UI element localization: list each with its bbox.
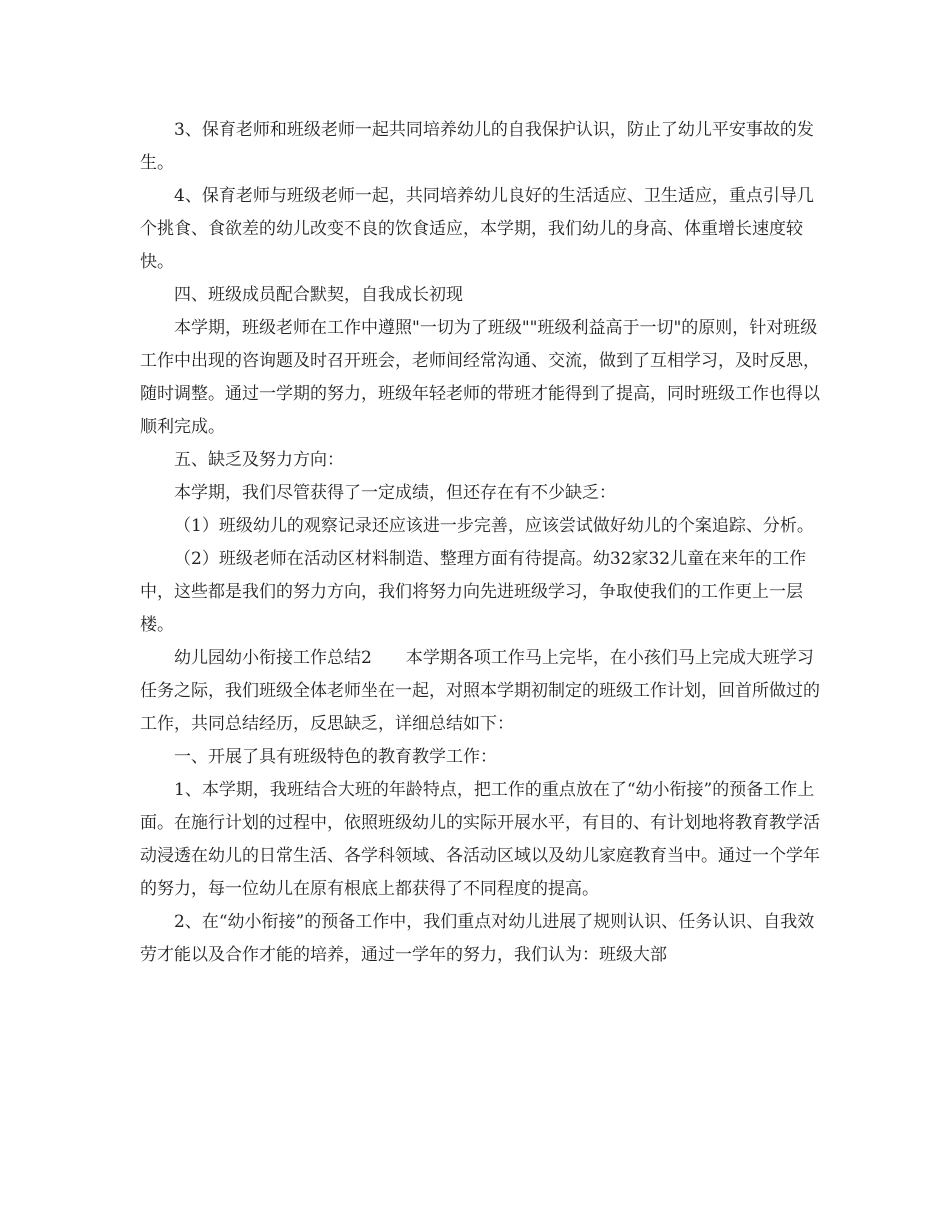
paragraph-shortcoming-2: （2）班级老师在活动区材料制造、整理方面有待提高。幼32家32儿童在来年的工作中，这些都是我们的努力方向，我们将努力向先进班级学习，争取使我们的工作更上一层楼。 xyxy=(140,549,807,635)
section-heading-five: 五、缺乏及努力方向： xyxy=(174,450,344,470)
paragraph-shortcoming-1: （1）班级幼儿的观察记录还应该进一步完善，应该尝试做好幼儿的个案追踪、分析。 xyxy=(174,516,814,536)
paragraph-item-1: 1、本学期，我班结合大班的年龄特点，把工作的重点放在了“幼小衔接”的预备工作上面。在施行计划的过程中，依照班级幼儿的实际开展水平，有目的、有计划地将教育教学活动浸透在幼儿的日常生活、各学科领域、各活动区域以及幼儿家庭教育当中。通过一个学年的努力，每一位幼儿在原有根底上都获得了不同程度的提高。 xyxy=(140,780,820,899)
document-body xyxy=(140,114,830,972)
paragraph-section-five-intro: 本学期，我们尽管获得了一定成绩，但还存在有不少缺乏： xyxy=(174,483,616,503)
paragraph-item-3: 3、保育老师和班级老师一起共同培养幼儿的自我保护认识，防止了幼儿平安事故的发生。 xyxy=(140,120,814,173)
section-heading-one: 一、开展了具有班级特色的教育教学工作： xyxy=(174,747,497,767)
section-heading-four: 四、班级成员配合默契，自我成长初现 xyxy=(174,285,463,305)
paragraph-item-4: 4、保育老师与班级老师一起，共同培养幼儿良好的生活适应、卫生适应，重点引导几个挑食、食欲差的幼儿改变不良的饮食适应，本学期，我们幼儿的身高、体重增长速度较快。 xyxy=(140,186,814,272)
paragraph-summary-2-intro: 幼儿园幼小衔接工作总结2 本学期各项工作马上完毕，在小孩们马上完成大班学习任务之际，我们班级全体老师坐在一起，对照本学期初制定的班级工作计划，回首所做过的工作，共同总结经历，反思缺乏，详细总结如下： xyxy=(140,648,820,734)
paragraph-item-2: 2、在“幼小衔接”的预备工作中，我们重点对幼儿进展了规则认识、任务认识、自我效劳才能以及合作才能的培养，通过一学年的努力，我们认为：班级大部 xyxy=(140,912,815,965)
paragraph-section-four: 本学期，班级老师在工作中遵照"一切为了班级""班级利益高于一切"的原则，针对班级工作中出现的咨询题及时召开班会，老师间经常沟通、交流，做到了互相学习，及时反思，随时调整。通过一学期的努力，班级年轻老师的带班才能得到了提高，同时班级工作也得以顺利完成。 xyxy=(140,318,820,437)
